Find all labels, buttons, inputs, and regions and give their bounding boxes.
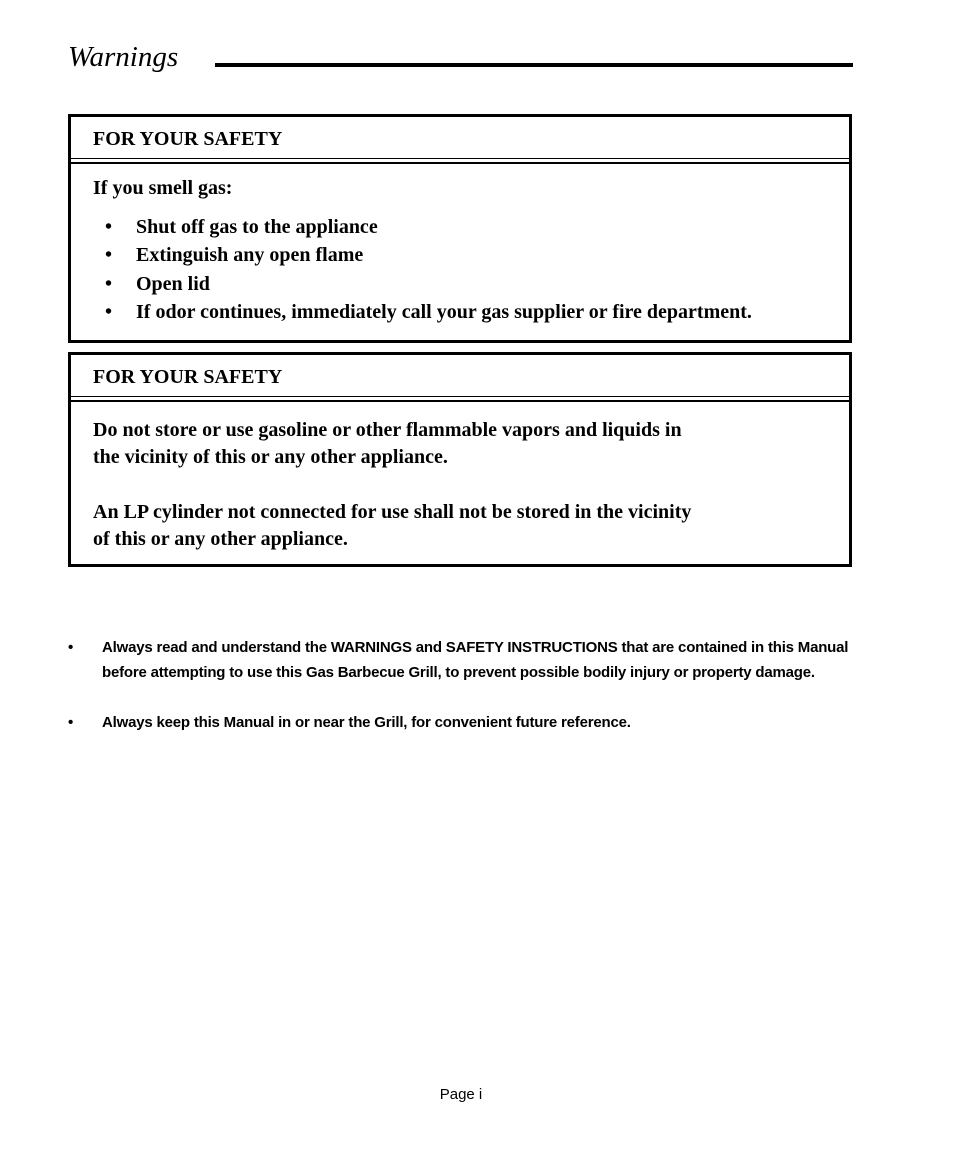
list-item bbox=[93, 298, 849, 326]
note-item bbox=[68, 710, 858, 735]
general-notes bbox=[68, 635, 858, 735]
list-item-text: Extinguish any open flame bbox=[136, 244, 364, 267]
list-item bbox=[93, 270, 849, 298]
list-item-text: Shut off gas to the appliance bbox=[136, 216, 378, 238]
note-item bbox=[68, 635, 858, 685]
lp-cylinder-paragraph bbox=[93, 499, 849, 553]
bullet-dot: • bbox=[105, 300, 113, 323]
note-text: Always read and understand the WARNINGS and SAFETY INSTRUCTIONS that are contained in this Manual before attempting to use this Gas Barbecue Grill, to prevent possible bodily injury or property damage. bbox=[102, 639, 849, 681]
paragraph-line: the vicinity of this or any other appliance. bbox=[93, 446, 448, 468]
safety-box-heading: FOR YOUR SAFETY bbox=[93, 366, 283, 388]
bullet-dot: • bbox=[105, 272, 113, 295]
safety-box-heading: FOR YOUR SAFETY bbox=[93, 128, 283, 150]
paragraph-line: An LP cylinder not connected for use shall not be stored in the vicinity bbox=[93, 501, 692, 523]
bullet-dot: • bbox=[105, 244, 113, 267]
safety-box-body bbox=[71, 164, 849, 326]
paragraph-line: Do not store or use gasoline or other flammable vapors and liquids in bbox=[93, 419, 682, 441]
title-rule bbox=[215, 63, 853, 67]
list-item bbox=[93, 213, 849, 241]
gas-smell-safety-box bbox=[68, 114, 852, 343]
page-number: Page i bbox=[439, 1086, 483, 1103]
flammables-paragraph bbox=[93, 417, 849, 471]
list-item-text: If odor continues, immediately call your gas supplier or fire department. bbox=[136, 300, 752, 323]
section-title: Warnings bbox=[68, 41, 179, 73]
list-item bbox=[93, 241, 849, 269]
section-header bbox=[68, 36, 853, 76]
note-text: Always keep this Manual in or near the Grill, for convenient future reference. bbox=[102, 714, 631, 731]
bullet-dot: • bbox=[105, 216, 113, 238]
list-item-text: Open lid bbox=[136, 272, 210, 295]
gas-smell-steps bbox=[93, 213, 849, 326]
gas-smell-intro: If you smell gas: bbox=[93, 177, 233, 199]
flammables-safety-box bbox=[68, 352, 852, 567]
safety-box-body bbox=[71, 402, 849, 553]
bullet-dot: • bbox=[68, 714, 74, 731]
paragraph-line: of this or any other appliance. bbox=[93, 528, 348, 550]
bullet-dot: • bbox=[68, 639, 74, 656]
